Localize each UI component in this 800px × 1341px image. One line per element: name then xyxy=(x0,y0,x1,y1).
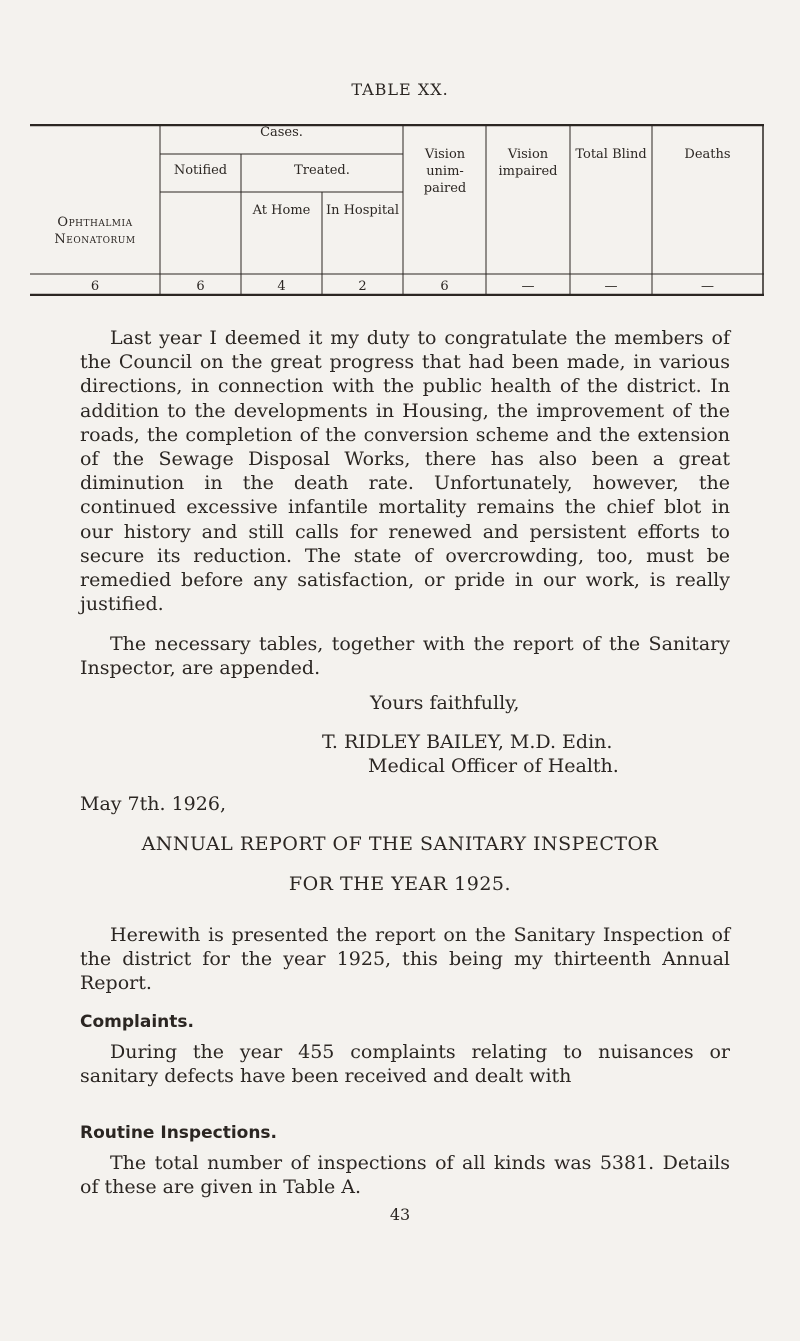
letter-paragraph-1 xyxy=(80,326,730,616)
header-cases: Cases. xyxy=(260,125,303,140)
cell-vision-impaired: — xyxy=(521,279,535,294)
routine-text: The total number of inspections of all kinds was 5381. Details of these are given in Table A. xyxy=(80,1152,730,1199)
header-vision-impaired: Vision impaired xyxy=(498,147,558,179)
cell-in-hospital: 2 xyxy=(358,279,367,294)
cell-deaths: — xyxy=(701,279,714,294)
signature-name: T. RIDLEY BAILEY, M.D. Edin. xyxy=(322,731,613,753)
closing-salutation: Yours faithfully, xyxy=(370,692,520,714)
header-treated: Treated. xyxy=(294,163,350,178)
letter-date: May 7th. 1926, xyxy=(80,793,226,815)
complaints-heading: Complaints. xyxy=(80,1012,194,1032)
letter-paragraph-2 xyxy=(80,632,730,680)
report-title: ANNUAL REPORT OF THE SANITARY INSPECTOR xyxy=(141,833,659,855)
routine-paragraph xyxy=(80,1151,730,1199)
header-notified: Notified xyxy=(173,163,228,178)
row-header-ophthalmia: Ophthalmia Neonatorum xyxy=(54,215,136,247)
table-title: TABLE XX. xyxy=(351,80,449,99)
cell-notified: 6 xyxy=(196,279,205,294)
letter-paragraph-2-text: The necessary tables, together with the report of the Sanitary Inspector, are appended. xyxy=(80,633,730,680)
signature-position: Medical Officer of Health. xyxy=(368,755,619,777)
cell-at-home: 4 xyxy=(277,279,286,294)
header-deaths: Deaths xyxy=(684,147,731,162)
header-in-hospital: In Hospital xyxy=(325,203,400,218)
complaints-text: During the year 455 complaints relating to nuisances or sanitary defects have been received and dealt with xyxy=(80,1041,730,1088)
ophthalmia-table xyxy=(30,124,764,296)
header-at-home: At Home xyxy=(252,203,311,218)
header-vision-unimpaired: Vision unim- paired xyxy=(423,147,467,196)
report-intro-text: Herewith is presented the report on the Sanitary Inspection of the district for the year 1925, this being my thirteenth Annual Report. xyxy=(80,924,730,995)
complaints-paragraph xyxy=(80,1040,730,1088)
cell-total-blind: — xyxy=(604,279,618,294)
cell-cases: 6 xyxy=(90,279,100,294)
report-intro xyxy=(80,923,730,996)
letter-paragraph-1-text: Last year I deemed it my duty to congratulate the members of the Council on the great progress that had been made, in various directions, in connection with the public health of the district. In addition to the developments in Housing, the improvement of the roads, the completion of the conversion scheme and the extension of the Sewage Disposal Works, there has also been a great diminution in the death rate. Unfortunately, however, the continued excessive infantile mortality remains the chief blot in our history and still calls for renewed and persistent efforts to secure its reduction. The state of overcrowding, too, must be remedied before any satisfaction, or pride in our work, is really justified. xyxy=(80,327,730,616)
report-subtitle: FOR THE YEAR 1925. xyxy=(288,873,512,895)
page-number: 43 xyxy=(389,1205,411,1224)
routine-heading: Routine Inspections. xyxy=(80,1123,278,1143)
cell-vision-unimpaired: 6 xyxy=(440,279,449,294)
header-total-blind: Total Blind xyxy=(575,147,647,162)
